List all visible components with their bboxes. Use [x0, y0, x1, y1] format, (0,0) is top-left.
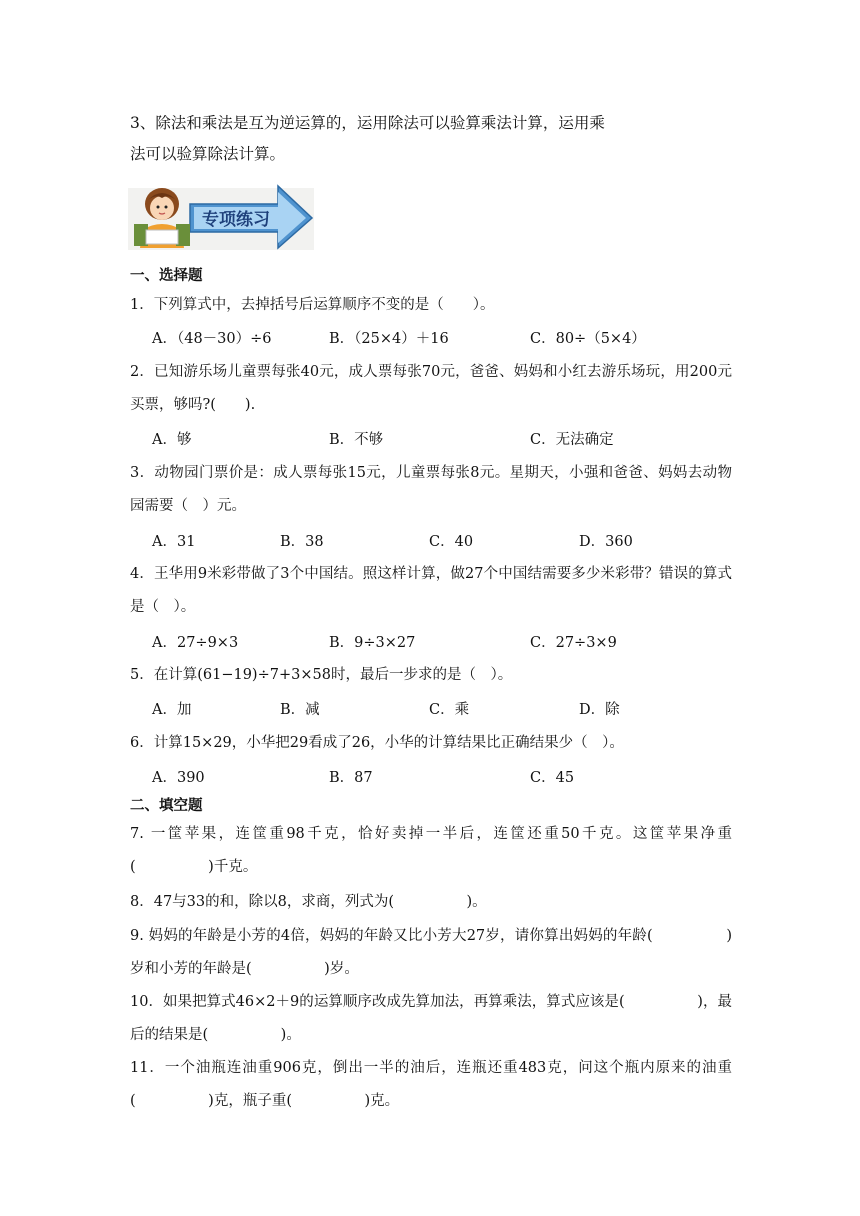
options-q1	[152, 327, 712, 351]
question-9: 9. 妈妈的年龄是小芳的4倍，妈妈的年龄又比小芳大27岁，请你算出妈妈的年龄( )岁和小芳的年龄是( )岁。	[130, 928, 732, 977]
option-a: A．加	[152, 702, 192, 718]
intro-line-1: 3、除法和乘法是互为逆运算的，运用除法可以验算乘法计算，运用乘	[130, 114, 605, 132]
question-8: 8．47与33的和，除以8，求商，列式为( )。	[130, 894, 487, 910]
intro-paragraph	[130, 108, 730, 170]
question-6: 6．计算15×29，小华把29看成了26，小华的计算结果比正确结果少（ ）。	[130, 735, 624, 751]
section-choice-title: 一、选择题	[130, 268, 203, 284]
option-b: B．（25×4）＋16	[329, 331, 449, 347]
question-11: 11．一个油瓶连油重906克，倒出一半的油后，连瓶还重483克，问这个瓶内原来的油重( )克，瓶子重( )克。	[130, 1060, 732, 1109]
options-q3	[152, 530, 712, 554]
question-2: 2．已知游乐场儿童票每张40元，成人票每张70元，爸爸、妈妈和小红去游乐场玩，用200元买票，够吗?( ).	[130, 364, 732, 413]
option-a: A．够	[152, 432, 192, 448]
option-b: B．9÷3×27	[329, 635, 416, 651]
options-q5	[152, 698, 712, 722]
question-1: 1．下列算式中，去掉括号后运算顺序不变的是（ ）。	[130, 297, 495, 313]
options-q4	[152, 631, 712, 655]
option-c: C．乘	[429, 702, 470, 718]
option-d: D．360	[579, 534, 633, 550]
question-4: 4．王华用9米彩带做了3个中国结。照这样计算，做27个中国结需要多少米彩带？错误的算式是（ ）。	[130, 566, 732, 615]
option-b: B．减	[280, 702, 320, 718]
question-5: 5．在计算(61−19)÷7+3×58时，最后一步求的是（ ）。	[130, 667, 513, 683]
option-a: A．27÷9×3	[152, 635, 239, 651]
options-q2	[152, 428, 712, 452]
question-7: 7. 一筐苹果，连筐重98千克，恰好卖掉一半后，连筐还重50千克。这筐苹果净重( )千克。	[130, 826, 732, 875]
option-a: A．（48－30）÷6	[152, 331, 272, 347]
intro-line-2: 法可以验算除法计算。	[130, 145, 286, 163]
banner-label: 专项练习	[202, 210, 270, 230]
option-c: C．80÷（5×4）	[530, 331, 646, 347]
options-q6	[152, 766, 712, 790]
option-a: A．31	[152, 534, 196, 550]
option-c: C．40	[429, 534, 474, 550]
option-d: D．除	[579, 702, 620, 718]
question-3: 3．动物园门票价是：成人票每张15元，儿童票每张8元。星期天，小强和爸爸、妈妈去动物园需要（ ）元。	[130, 465, 732, 514]
practice-banner	[128, 180, 314, 250]
option-c: C．45	[530, 770, 575, 786]
question-10: 10．如果把算式46×2＋9的运算顺序改成先算加法，再算乘法，算式应该是( )，最后的结果是( )。	[130, 994, 732, 1043]
option-a: A．390	[152, 770, 205, 786]
section-fill-title: 二、填空题	[130, 798, 203, 814]
option-b: B．87	[329, 770, 373, 786]
option-c: C．无法确定	[530, 432, 614, 448]
option-c: C．27÷3×9	[530, 635, 617, 651]
option-b: B．不够	[329, 432, 384, 448]
option-b: B．38	[280, 534, 324, 550]
